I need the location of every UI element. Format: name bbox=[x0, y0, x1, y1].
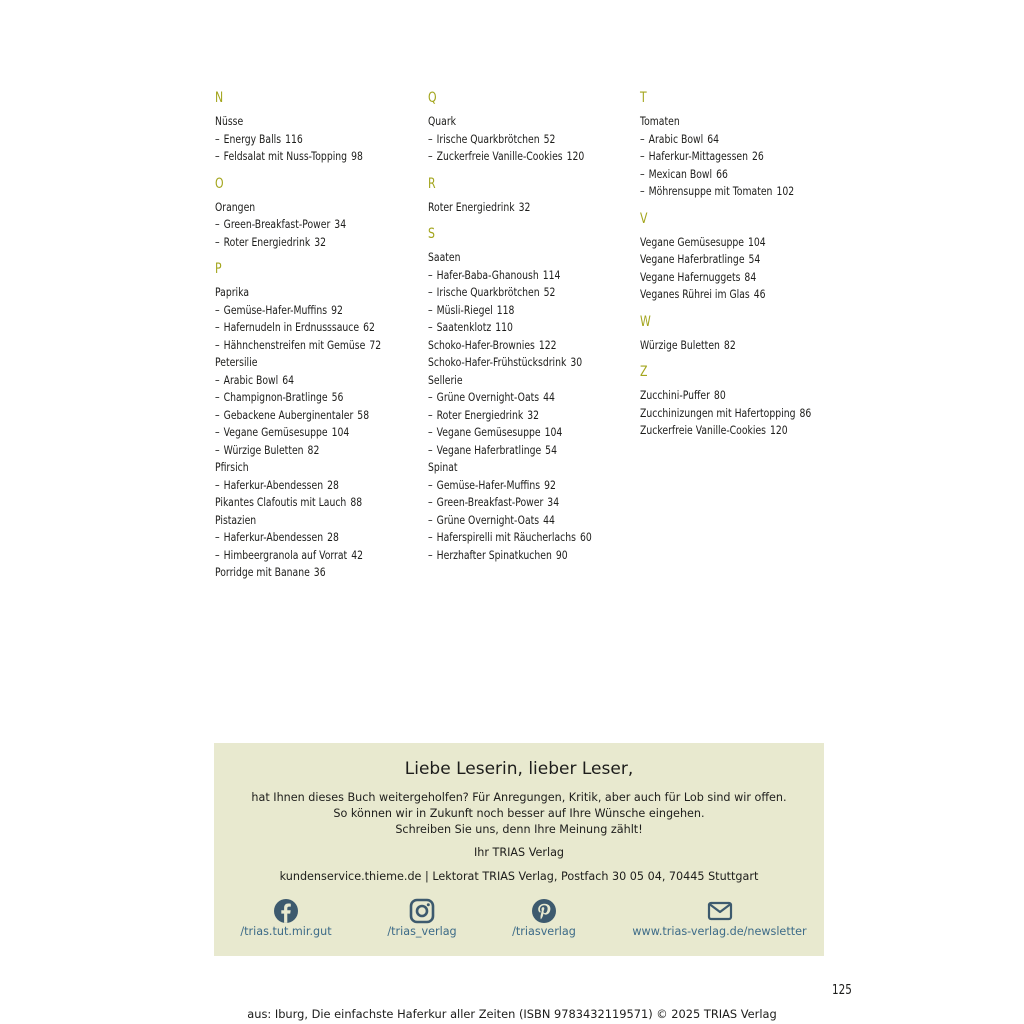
subentry-dash: – bbox=[215, 337, 220, 352]
index-entry-text: Vegane Haferbratlinge bbox=[436, 442, 542, 457]
pinterest-label: /triasverlag bbox=[512, 925, 576, 938]
index-entry-text: Hähnchenstreifen mit Gemüse bbox=[223, 337, 366, 352]
index-entry-page: 44 bbox=[543, 390, 555, 404]
index-entry-page: 66 bbox=[716, 166, 728, 181]
index-subentry bbox=[215, 389, 379, 407]
index-subentry bbox=[428, 131, 592, 149]
footer-credit: aus: Iburg, Die einfachste Haferkur aller Zeiten (ISBN 9783432119571) © 2025 TRIAS Verlag bbox=[247, 1007, 777, 1021]
index-subentry bbox=[215, 424, 379, 442]
subentry-dash: – bbox=[428, 547, 433, 562]
index-entry-text: Zuckerfreie Vanille-Cookies bbox=[436, 149, 563, 163]
subentry-dash: – bbox=[215, 234, 220, 249]
facebook-link[interactable] bbox=[236, 898, 336, 939]
index-subentry bbox=[215, 337, 382, 355]
reader-box-body bbox=[214, 790, 824, 838]
index-entry-page: 92 bbox=[331, 302, 343, 317]
facebook-label: /trias.tut.mir.gut bbox=[240, 925, 332, 938]
index-letter-heading: T bbox=[640, 90, 647, 106]
index-entry-text: Porridge mit Banane bbox=[215, 565, 310, 579]
index-entry bbox=[428, 113, 592, 131]
index-letter-group bbox=[640, 89, 845, 201]
subentry-dash: – bbox=[215, 442, 220, 457]
index-subentry bbox=[428, 284, 592, 302]
page-number: 125 bbox=[832, 983, 852, 998]
index-entry bbox=[428, 199, 592, 217]
index-entry-text: Mexican Bowl bbox=[648, 166, 713, 181]
index-entry-page: 122 bbox=[538, 337, 557, 352]
mail-icon bbox=[707, 898, 733, 924]
newsletter-label: www.trias-verlag.de/newsletter bbox=[632, 925, 807, 938]
newsletter-link[interactable] bbox=[622, 898, 817, 939]
index-entry bbox=[428, 459, 592, 477]
index-letter-group bbox=[215, 89, 420, 166]
index-column-2 bbox=[428, 89, 633, 573]
index-entry-page: 80 bbox=[713, 388, 726, 402]
index-entry bbox=[215, 354, 379, 372]
index-letter-group bbox=[428, 89, 633, 166]
index-subentry bbox=[428, 424, 592, 442]
index-entry-page: 54 bbox=[748, 252, 761, 266]
index-entry bbox=[215, 512, 379, 530]
index-entry-page: 118 bbox=[496, 302, 515, 317]
subentry-dash: – bbox=[428, 530, 433, 544]
subentry-dash: – bbox=[215, 477, 220, 492]
index-subentry bbox=[215, 216, 379, 234]
subentry-dash: – bbox=[215, 131, 220, 146]
index-entry-text: Green-Breakfast-Power bbox=[436, 495, 544, 509]
reader-box-body-line: So können wir in Zukunft noch besser auf Ihre Wünsche eingehen. bbox=[333, 807, 705, 820]
index-entry-text: Sellerie bbox=[428, 372, 463, 387]
index-subentry bbox=[215, 529, 379, 547]
index-subentry bbox=[215, 234, 379, 252]
index-entry-page: 104 bbox=[747, 234, 766, 249]
subentry-dash: – bbox=[428, 425, 433, 439]
subentry-dash: – bbox=[428, 495, 433, 509]
index-entry-text: Saatenklotz bbox=[436, 320, 492, 334]
index-entry-text: Haferkur-Abendessen bbox=[223, 530, 324, 544]
index-entry-text: Vegane Gemüsesuppe bbox=[640, 234, 744, 249]
index-letter-heading: R bbox=[428, 175, 436, 192]
index-entry-text: Green-Breakfast-Power bbox=[223, 217, 331, 231]
index-entry bbox=[640, 251, 804, 269]
index-entry-text: Schoko-Hafer-Frühstücksdrink bbox=[428, 355, 567, 369]
subentry-dash: – bbox=[640, 166, 645, 181]
index-entry-text: Quark bbox=[428, 114, 457, 128]
index-entry-text: Schoko-Hafer-Brownies bbox=[428, 337, 535, 352]
index-subentry bbox=[215, 319, 379, 337]
index-entry bbox=[428, 372, 592, 390]
index-entry-text: Möhrensuppe mit Tomaten bbox=[648, 184, 773, 198]
index-entry-text: Irische Quarkbrötchen bbox=[436, 131, 540, 146]
index-entry bbox=[215, 284, 379, 302]
index-subentry bbox=[640, 131, 804, 149]
index-entry-page: 82 bbox=[723, 337, 736, 352]
index-subentry bbox=[215, 148, 379, 166]
subentry-dash: – bbox=[428, 267, 433, 282]
index-entry-text: Haferspirelli mit Räucherlachs bbox=[436, 530, 576, 544]
index-letter-group bbox=[215, 260, 420, 582]
index-entry-text: Roter Energiedrink bbox=[436, 407, 524, 422]
index-letter-group bbox=[640, 313, 845, 355]
subentry-dash: – bbox=[428, 407, 433, 422]
index-entry bbox=[640, 113, 804, 131]
index-entry-page: 46 bbox=[753, 287, 766, 301]
subentry-dash: – bbox=[428, 477, 433, 492]
index-entry-page: 120 bbox=[566, 149, 585, 163]
index-entry-text: Saaten bbox=[428, 250, 461, 264]
index-subentry bbox=[428, 547, 592, 565]
index-column-1 bbox=[215, 89, 420, 591]
index-entry-text: Energy Balls bbox=[223, 131, 282, 146]
subentry-dash: – bbox=[428, 512, 433, 527]
index-subentry bbox=[215, 477, 379, 495]
index-entry-page: 52 bbox=[543, 285, 556, 299]
subentry-dash: – bbox=[428, 285, 433, 299]
index-entry-text: Vegane Haferbratlinge bbox=[640, 252, 745, 266]
index-entry bbox=[215, 199, 379, 217]
index-entry-text: Orangen bbox=[215, 199, 256, 214]
index-entry-page: 82 bbox=[307, 442, 320, 457]
index-letter-heading: Z bbox=[640, 364, 648, 380]
subentry-dash: – bbox=[428, 390, 433, 404]
pinterest-icon bbox=[531, 898, 557, 924]
reader-box-signature: Ihr TRIAS Verlag bbox=[473, 846, 565, 859]
index-entry-page: 36 bbox=[313, 565, 326, 579]
index-entry bbox=[640, 269, 804, 287]
index-entry-page: 98 bbox=[351, 149, 363, 163]
subentry-dash: – bbox=[428, 320, 433, 334]
index-subentry bbox=[215, 547, 379, 565]
index-entry-page: 116 bbox=[285, 131, 303, 146]
instagram-icon bbox=[409, 898, 435, 924]
index-entry bbox=[215, 564, 379, 582]
index-entry-text: Vegane Gemüsesuppe bbox=[223, 425, 328, 439]
index-entry-text: Pikantes Clafoutis mit Lauch bbox=[215, 495, 347, 509]
index-entry-text: Himbeergranola auf Vorrat bbox=[223, 547, 348, 562]
index-subentry bbox=[428, 319, 592, 337]
subentry-dash: – bbox=[428, 442, 433, 457]
subentry-dash: – bbox=[215, 302, 220, 317]
subentry-dash: – bbox=[640, 184, 645, 198]
index-subentry bbox=[215, 131, 379, 149]
index-entry bbox=[215, 459, 379, 477]
index-entry-text: Paprika bbox=[215, 285, 250, 299]
index-subentry bbox=[640, 148, 804, 166]
index-subentry bbox=[428, 477, 592, 495]
index-entry bbox=[215, 113, 379, 131]
index-entry-text: Arabic Bowl bbox=[648, 131, 704, 146]
reader-box-address: kundenservice.thieme.de | Lektorat TRIAS Verlag, Postfach 30 05 04, 70445 Stuttgart bbox=[279, 870, 759, 883]
index-entry-text: Vegane Hafernuggets bbox=[640, 269, 741, 284]
index-entry-text: Grüne Overnight-Oats bbox=[436, 512, 540, 527]
index-entry bbox=[640, 286, 804, 304]
index-entry-text: Roter Energiedrink bbox=[223, 234, 311, 249]
subentry-dash: – bbox=[215, 390, 220, 404]
instagram-label: /trias_verlag bbox=[387, 925, 457, 938]
index-letter-group bbox=[640, 363, 845, 440]
facebook-icon bbox=[273, 898, 299, 924]
subentry-dash: – bbox=[215, 425, 220, 439]
index-letter-group bbox=[428, 225, 633, 564]
index-entry-page: 72 bbox=[369, 337, 382, 352]
index-letter-heading: W bbox=[640, 313, 651, 330]
index-letter-group bbox=[428, 175, 633, 217]
reader-feedback-box bbox=[214, 743, 824, 956]
index-entry-text: Gemüse-Hafer-Muffins bbox=[223, 302, 328, 317]
subentry-dash: – bbox=[215, 547, 220, 562]
index-entry-text: Champignon-Bratlinge bbox=[223, 390, 328, 404]
index-entry-page: 44 bbox=[543, 512, 555, 527]
index-entry-page: 56 bbox=[331, 390, 344, 404]
index-entry-page: 64 bbox=[707, 131, 720, 146]
index-entry bbox=[640, 337, 804, 355]
index-letter-heading: S bbox=[428, 226, 435, 242]
subentry-dash: – bbox=[428, 131, 433, 146]
reader-box-body-line: Schreiben Sie uns, denn Ihre Meinung zählt! bbox=[395, 823, 643, 836]
index-subentry bbox=[428, 267, 592, 285]
subentry-dash: – bbox=[215, 372, 220, 387]
index-entry-text: Hafer-Baba-Ghanoush bbox=[436, 267, 539, 282]
subentry-dash: – bbox=[215, 407, 220, 422]
index-entry bbox=[428, 249, 592, 267]
index-entry-page: 32 bbox=[314, 234, 327, 249]
subentry-dash: – bbox=[215, 530, 220, 544]
index-entry-page: 84 bbox=[744, 269, 757, 284]
index-column-3 bbox=[640, 89, 845, 449]
index-entry-page: 34 bbox=[334, 217, 347, 231]
index-entry-page: 32 bbox=[527, 407, 540, 422]
index-entry-text: Pistazien bbox=[215, 512, 257, 527]
subentry-dash: – bbox=[215, 320, 220, 334]
index-entry-page: 114 bbox=[542, 267, 561, 282]
index-subentry bbox=[215, 442, 379, 460]
index-entry-page: 64 bbox=[282, 372, 295, 387]
index-entry-text: Tomaten bbox=[640, 114, 680, 128]
index-entry-page: 120 bbox=[769, 423, 788, 437]
reader-box-body-line: hat Ihnen dieses Buch weitergeholfen? Für Anregungen, Kritik, aber auch für Lob sind wir offen. bbox=[251, 791, 787, 804]
reader-box-title: Liebe Leserin, lieber Leser, bbox=[404, 759, 634, 779]
instagram-link[interactable] bbox=[372, 898, 472, 939]
index-entry-page: 104 bbox=[331, 425, 350, 439]
index-subentry bbox=[215, 407, 379, 425]
index-entry-page: 30 bbox=[570, 355, 583, 369]
index-entry-page: 90 bbox=[555, 547, 568, 562]
index-letter-heading: V bbox=[640, 210, 648, 227]
index-entry-text: Hafernudeln in Erdnusssauce bbox=[223, 320, 360, 334]
index-entry-text: Grüne Overnight-Oats bbox=[436, 390, 540, 404]
index-entry-text: Nüsse bbox=[215, 114, 244, 128]
index-entry-text: Müsli-Riegel bbox=[436, 302, 493, 317]
index-subentry bbox=[428, 148, 592, 166]
index-entry-text: Gebackene Auberginentaler bbox=[223, 407, 354, 422]
index-entry-text: Vegane Gemüsesuppe bbox=[436, 425, 541, 439]
index-entry-text: Arabic Bowl bbox=[223, 372, 279, 387]
index-letter-heading: N bbox=[215, 90, 224, 106]
index-subentry bbox=[215, 302, 379, 320]
index-entry-page: 110 bbox=[495, 320, 513, 334]
index-entry-text: Herzhafter Spinatkuchen bbox=[436, 547, 552, 562]
index-subentry bbox=[428, 407, 592, 425]
index-letter-heading: P bbox=[215, 261, 222, 277]
index-entry-page: 62 bbox=[363, 320, 375, 334]
index-entry-text: Zucchinizungen mit Hafertopping bbox=[640, 405, 796, 420]
subentry-dash: – bbox=[640, 131, 645, 146]
index-letter-heading: Q bbox=[428, 90, 437, 106]
subentry-dash: – bbox=[428, 149, 433, 163]
index-letter-heading: O bbox=[215, 175, 224, 192]
index-subentry bbox=[428, 442, 592, 460]
index-entry-page: 92 bbox=[544, 477, 556, 492]
index-entry-page: 28 bbox=[327, 530, 339, 544]
index-entry-page: 42 bbox=[351, 547, 363, 562]
index-subentry bbox=[428, 494, 592, 512]
index-entry-page: 60 bbox=[579, 530, 592, 544]
index-entry-text: Würzige Buletten bbox=[223, 442, 304, 457]
index-entry-text: Gemüse-Hafer-Muffins bbox=[436, 477, 541, 492]
index-entry-text: Würzige Buletten bbox=[640, 337, 720, 352]
index-subentry bbox=[428, 302, 592, 320]
subentry-dash: – bbox=[215, 217, 220, 231]
subentry-dash: – bbox=[215, 149, 220, 163]
index-entry bbox=[640, 422, 804, 440]
index-entry-text: Roter Energiedrink bbox=[428, 199, 515, 214]
index-letter-group bbox=[640, 210, 845, 304]
index-entry-page: 28 bbox=[327, 477, 339, 492]
index-entry-page: 86 bbox=[799, 405, 812, 420]
index-subentry bbox=[428, 512, 592, 530]
index-entry-page: 58 bbox=[357, 407, 370, 422]
index-subentry bbox=[640, 183, 804, 201]
index-entry-text: Petersilie bbox=[215, 355, 258, 369]
index-entry-text: Haferkur-Mittagessen bbox=[648, 149, 748, 163]
index-entry-page: 102 bbox=[776, 184, 795, 198]
index-entry-page: 54 bbox=[545, 442, 557, 457]
index-entry-text: Feldsalat mit Nuss-Topping bbox=[223, 149, 348, 163]
index-entry-page: 34 bbox=[547, 495, 560, 509]
index-subentry bbox=[215, 372, 379, 390]
index-subentry bbox=[640, 166, 804, 184]
index-entry-text: Zuckerfreie Vanille-Cookies bbox=[640, 423, 766, 437]
index-entry bbox=[428, 354, 592, 372]
index-entry bbox=[640, 234, 804, 252]
index-entry bbox=[215, 494, 379, 512]
index-entry-page: 26 bbox=[752, 149, 764, 163]
index-entry-page: 104 bbox=[544, 425, 563, 439]
pinterest-link[interactable] bbox=[494, 898, 594, 939]
index-entry-text: Spinat bbox=[428, 460, 458, 474]
subentry-dash: – bbox=[428, 302, 433, 317]
index-entry-text: Haferkur-Abendessen bbox=[223, 477, 324, 492]
index-entry-page: 52 bbox=[543, 131, 556, 146]
index-subentry bbox=[428, 389, 592, 407]
index-entry-page: 88 bbox=[350, 495, 363, 509]
index-letter-group bbox=[215, 175, 420, 252]
index-entry bbox=[640, 405, 812, 423]
index-subentry bbox=[428, 529, 592, 547]
index-entry-text: Zucchini-Puffer bbox=[640, 388, 710, 402]
subentry-dash: – bbox=[640, 149, 645, 163]
index-entry bbox=[640, 387, 804, 405]
index-entry-text: Veganes Rührei im Glas bbox=[640, 287, 750, 301]
index-entry bbox=[428, 337, 592, 355]
index-entry-text: Pfirsich bbox=[215, 460, 249, 474]
index-entry-text: Irische Quarkbrötchen bbox=[436, 285, 540, 299]
index-entry-page: 32 bbox=[518, 199, 531, 214]
